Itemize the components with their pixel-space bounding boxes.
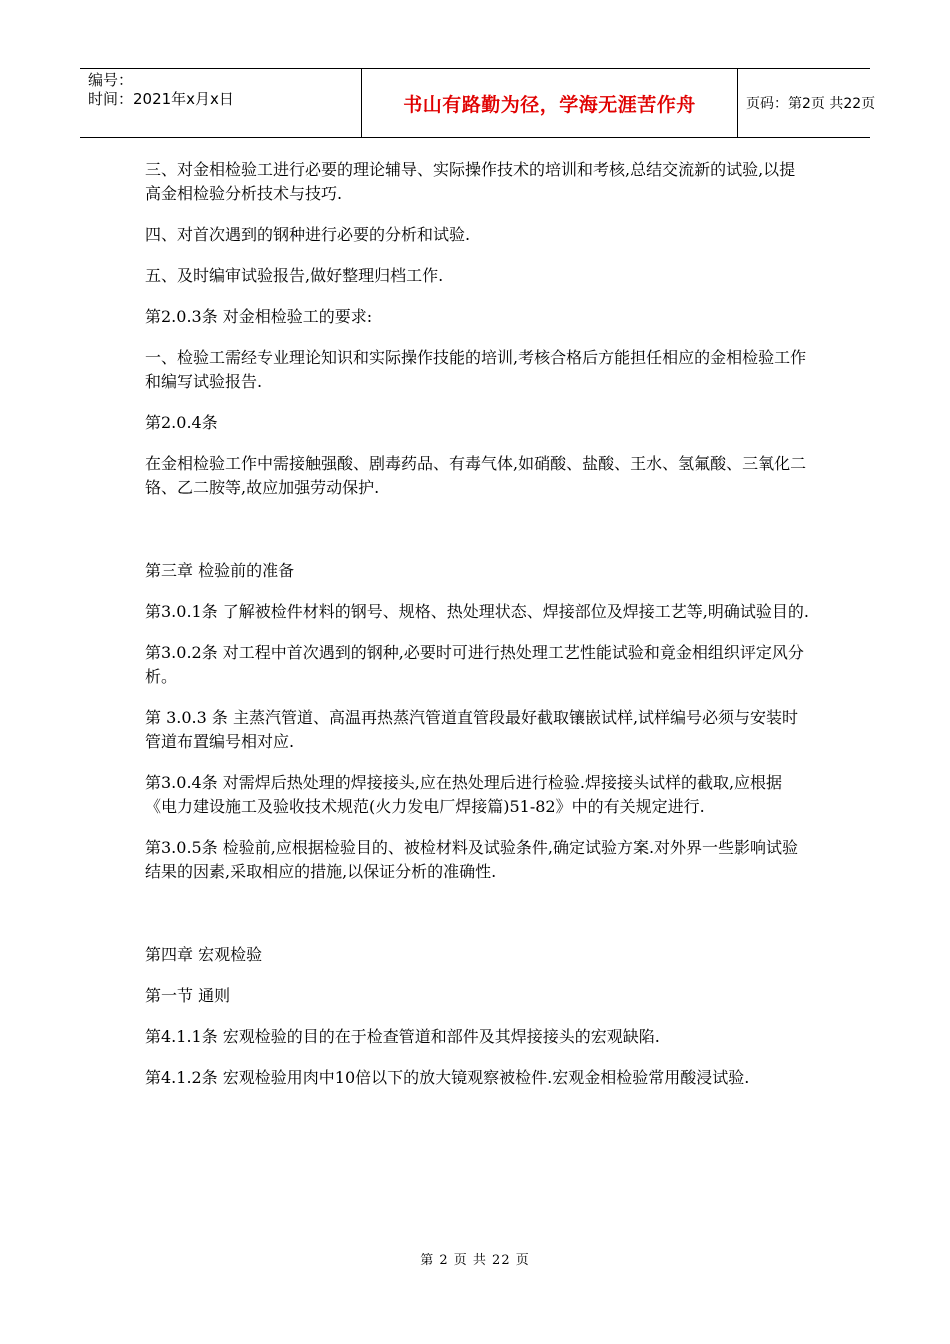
- paragraph: 第4.1.2条 宏观检验用肉中10倍以下的放大镜观察被检件.宏观金相检验常用酸浸试验.: [145, 1068, 750, 1087]
- page-footer: 第 2 页 共 22 页: [420, 1253, 530, 1268]
- chapter-heading: 第三章 检验前的准备: [145, 561, 295, 580]
- paragraph: 三、对金相检验工进行必要的理论辅导、实际操作技术的培训和考核,总结交流新的试验,以提高金相检验分析技术与技巧.: [145, 160, 796, 203]
- chapter-heading: 第四章 宏观检验: [145, 945, 263, 964]
- article-heading: 第2.0.3条 对金相检验工的要求:: [145, 307, 373, 326]
- header-left-info: [88, 71, 278, 109]
- section-gap: [145, 901, 810, 943]
- header-motto: 书山有路勤为径，学海无涯苦作舟: [403, 93, 696, 116]
- paragraph: 第 3.0.3 条 主蒸汽管道、高温再热蒸汽管道直管段最好截取镶嵌试样,试样编号必须与安装时管道布置编号相对应.: [145, 708, 799, 751]
- paragraph: 第3.0.5条 检验前,应根据检验目的、被检材料及试验条件,确定试验方案.对外界一些影响试验结果的因素,采取相应的措施,以保证分析的准确性.: [145, 838, 799, 881]
- paragraph: 四、对首次遇到的钢种进行必要的分析和试验.: [145, 225, 471, 244]
- article-heading: 第2.0.4条: [145, 413, 218, 432]
- header-motto-cell: [361, 69, 738, 137]
- document-time: 时间：2021年x月x日: [88, 90, 234, 108]
- paragraph: 五、及时编审试验报告,做好整理归档工作.: [145, 266, 444, 285]
- document-body: [145, 158, 810, 1107]
- paragraph: 第3.0.4条 对需焊后热处理的焊接接头,应在热处理后进行检验.焊接接头试样的截取,应根据《电力建设施工及验收技术规范(火力发电厂焊接篇)51-82》中的有关规定进行.: [145, 773, 783, 816]
- document-number-label: 编号：: [88, 71, 134, 89]
- paragraph: 一、检验工需经专业理论知识和实际操作技能的培训,考核合格后方能担任相应的金相检验工作和编写试验报告.: [145, 348, 807, 391]
- paragraph: 第4.1.1条 宏观检验的目的在于检查管道和部件及其焊接接头的宏观缺陷.: [145, 1027, 660, 1046]
- page-header: [80, 68, 876, 138]
- section-heading: 第一节 通则: [145, 986, 231, 1005]
- section-gap: [145, 517, 810, 559]
- paragraph: 第3.0.1条 了解被检件材料的钢号、规格、热处理状态、焊接部位及焊接工艺等,明确试验目的.: [145, 602, 809, 621]
- header-page-info: 页码：第2页 共22页: [746, 96, 876, 112]
- paragraph: 在金相检验工作中需接触强酸、剧毒药品、有毒气体,如硝酸、盐酸、王水、氢氟酸、三氧化二铬、乙二胺等,故应加强劳动保护.: [145, 454, 807, 497]
- paragraph: 第3.0.2条 对工程中首次遇到的钢种,必要时可进行热处理工艺性能试验和竟金相组织评定风分析。: [145, 643, 804, 686]
